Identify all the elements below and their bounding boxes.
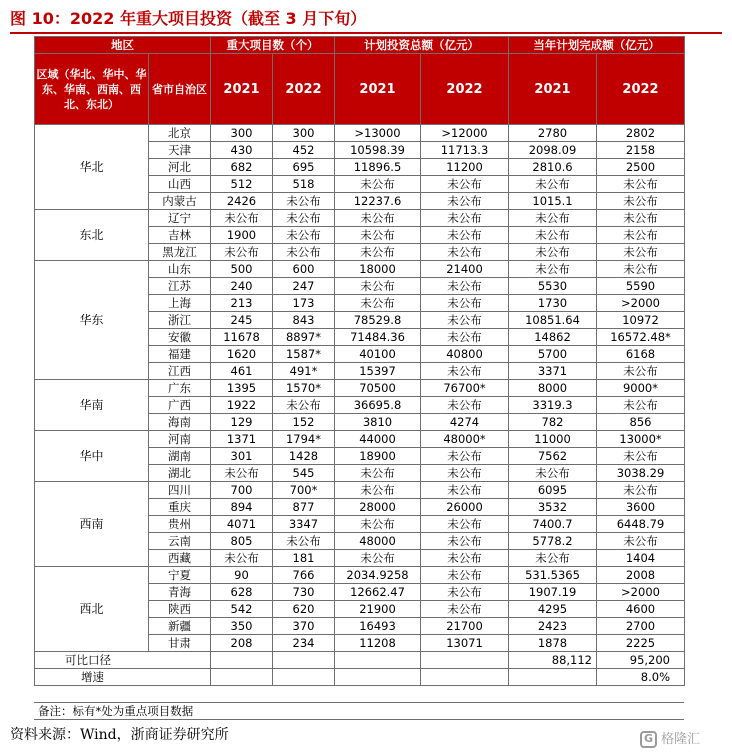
province-cell: 陕西 (149, 601, 211, 618)
projects-2021-cell: 1620 (211, 346, 273, 363)
plan-2022-cell: 未公布 (597, 227, 685, 244)
comparable-row (35, 652, 685, 669)
table-footnote: 备注：标有*处为重点项目数据 (34, 702, 684, 720)
province-cell: 北京 (149, 125, 211, 142)
projects-2022-cell: 181 (273, 550, 335, 567)
investment-2021-cell: 36695.8 (335, 397, 421, 414)
projects-2021-cell: 1371 (211, 431, 273, 448)
province-cell: 福建 (149, 346, 211, 363)
watermark-logo-icon: G (640, 731, 657, 748)
table-row (35, 482, 685, 499)
plan-2021-cell: 未公布 (509, 244, 597, 261)
plan-2022-cell: >2000 (597, 295, 685, 312)
projects-2022-cell: 370 (273, 618, 335, 635)
plan-2022-cell: 未公布 (597, 210, 685, 227)
projects-2022-cell: 452 (273, 142, 335, 159)
investment-2021-cell: 48000 (335, 533, 421, 550)
plan-2022-cell: 未公布 (597, 397, 685, 414)
plan-2022-cell: 未公布 (597, 448, 685, 465)
investment-2021-cell: 未公布 (335, 465, 421, 482)
plan-2022-cell: 2700 (597, 618, 685, 635)
projects-2022-cell: 247 (273, 278, 335, 295)
projects-2022-cell: 未公布 (273, 193, 335, 210)
source-line: 资料来源：Wind，浙商证券研究所 (10, 727, 229, 743)
empty-cell (509, 669, 597, 686)
investment-2022-cell: 未公布 (421, 397, 509, 414)
projects-2021-cell: 未公布 (211, 244, 273, 261)
investment-2022-cell: 未公布 (421, 210, 509, 227)
projects-2022-cell: 1570* (273, 380, 335, 397)
plan-2021-cell: 2810.6 (509, 159, 597, 176)
table-row (35, 125, 685, 142)
investment-2022-cell: 未公布 (421, 550, 509, 567)
investment-2021-cell: 未公布 (335, 227, 421, 244)
projects-2021-cell: 11678 (211, 329, 273, 346)
projects-2021-cell: 245 (211, 312, 273, 329)
region-cell: 西南 (35, 482, 149, 567)
plan-2021-cell: 1015.1 (509, 193, 597, 210)
plan-2022-cell: 2500 (597, 159, 685, 176)
plan-2021-cell: 未公布 (509, 176, 597, 193)
projects-2021-cell: 2426 (211, 193, 273, 210)
province-cell: 四川 (149, 482, 211, 499)
plan-2021-cell: 3371 (509, 363, 597, 380)
investment-2022-cell: >12000 (421, 125, 509, 142)
province-cell: 广东 (149, 380, 211, 397)
investment-2021-cell: 未公布 (335, 516, 421, 533)
plan-2022-cell: >2000 (597, 584, 685, 601)
projects-2022-cell: 173 (273, 295, 335, 312)
plan-2022-cell: 9000* (597, 380, 685, 397)
investment-2021-cell: 11896.5 (335, 159, 421, 176)
table-row (35, 261, 685, 278)
province-cell: 湖北 (149, 465, 211, 482)
investment-2021-cell: 15397 (335, 363, 421, 380)
empty-cell (211, 669, 273, 686)
plan-2021-cell: 2098.09 (509, 142, 597, 159)
projects-2022-cell: 未公布 (273, 244, 335, 261)
province-cell: 浙江 (149, 312, 211, 329)
plan-2021-cell: 14862 (509, 329, 597, 346)
plan-2022-cell: 未公布 (597, 363, 685, 380)
plan-2022-cell: 10972 (597, 312, 685, 329)
investment-2022-cell: 未公布 (421, 482, 509, 499)
empty-cell (421, 652, 509, 669)
investment-2021-cell: 16493 (335, 618, 421, 635)
investment-2022-cell: 11713.3 (421, 142, 509, 159)
projects-2022-cell: 491* (273, 363, 335, 380)
table-row (35, 567, 685, 584)
year-header: 2021 (211, 54, 273, 125)
investment-2022-cell: 未公布 (421, 448, 509, 465)
plan-2022-cell: 2802 (597, 125, 685, 142)
title-rule (10, 32, 722, 34)
projects-2022-cell: 843 (273, 312, 335, 329)
investment-2022-cell: 未公布 (421, 227, 509, 244)
investment-2022-cell: 11200 (421, 159, 509, 176)
plan-2022-cell: 6448.79 (597, 516, 685, 533)
plan-2021-cell: 5530 (509, 278, 597, 295)
plan-2021-cell: 1878 (509, 635, 597, 652)
investment-2022-cell: 未公布 (421, 176, 509, 193)
province-cell: 贵州 (149, 516, 211, 533)
group-header-annual-plan: 当年计划完成额（亿元） (509, 37, 685, 54)
province-cell: 宁夏 (149, 567, 211, 584)
plan-2022-cell: 16572.48* (597, 329, 685, 346)
region-group-header: 地区 (35, 37, 211, 54)
plan-2021-cell: 未公布 (509, 465, 597, 482)
province-cell: 河北 (149, 159, 211, 176)
empty-cell (273, 669, 335, 686)
plan-2021-cell: 1730 (509, 295, 597, 312)
growth-label: 增速 (35, 669, 211, 686)
province-cell: 天津 (149, 142, 211, 159)
projects-2022-cell: 700* (273, 482, 335, 499)
figure-title: 图 10：2022 年重大项目投资（截至 3 月下旬） (10, 9, 367, 28)
plan-2021-cell: 1907.19 (509, 584, 597, 601)
projects-2022-cell: 695 (273, 159, 335, 176)
province-cell: 湖南 (149, 448, 211, 465)
projects-2021-cell: 240 (211, 278, 273, 295)
projects-2021-cell: 1900 (211, 227, 273, 244)
plan-2021-cell: 2780 (509, 125, 597, 142)
investment-table (34, 36, 685, 686)
projects-2021-cell: 700 (211, 482, 273, 499)
group-header-total-investment: 计划投资总额（亿元） (335, 37, 509, 54)
projects-2022-cell: 1794* (273, 431, 335, 448)
province-cell: 内蒙古 (149, 193, 211, 210)
investment-2021-cell: 18900 (335, 448, 421, 465)
region-cell: 东北 (35, 210, 149, 261)
investment-2022-cell: 21700 (421, 618, 509, 635)
comparable-2022-cell: 95,200 (597, 652, 685, 669)
province-cell: 新疆 (149, 618, 211, 635)
province-cell: 山西 (149, 176, 211, 193)
province-cell: 广西 (149, 397, 211, 414)
growth-value-cell: 8.0% (597, 669, 685, 686)
projects-2022-cell: 620 (273, 601, 335, 618)
table-row (35, 380, 685, 397)
province-cell: 甘肃 (149, 635, 211, 652)
projects-2022-cell: 234 (273, 635, 335, 652)
empty-cell (211, 652, 273, 669)
investment-2022-cell: 未公布 (421, 193, 509, 210)
investment-2021-cell: 12662.47 (335, 584, 421, 601)
year-header: 2022 (421, 54, 509, 125)
plan-2021-cell: 未公布 (509, 261, 597, 278)
projects-2021-cell: 512 (211, 176, 273, 193)
investment-2021-cell: 71484.36 (335, 329, 421, 346)
projects-2021-cell: 300 (211, 125, 273, 142)
investment-2022-cell: 未公布 (421, 533, 509, 550)
projects-2021-cell: 628 (211, 584, 273, 601)
projects-2022-cell: 877 (273, 499, 335, 516)
plan-2022-cell: 未公布 (597, 176, 685, 193)
province-cell: 江苏 (149, 278, 211, 295)
projects-2021-cell: 301 (211, 448, 273, 465)
plan-2021-cell: 3319.3 (509, 397, 597, 414)
investment-2022-cell: 4274 (421, 414, 509, 431)
year-header: 2021 (509, 54, 597, 125)
investment-2022-cell: 13071 (421, 635, 509, 652)
province-cell: 吉林 (149, 227, 211, 244)
plan-2021-cell: 7562 (509, 448, 597, 465)
plan-2022-cell: 6168 (597, 346, 685, 363)
investment-2022-cell: 未公布 (421, 329, 509, 346)
empty-cell (335, 669, 421, 686)
investment-2021-cell: 未公布 (335, 278, 421, 295)
province-cell: 云南 (149, 533, 211, 550)
plan-2022-cell: 1404 (597, 550, 685, 567)
region-cell: 华中 (35, 431, 149, 482)
investment-2021-cell: >13000 (335, 125, 421, 142)
plan-2021-cell: 4295 (509, 601, 597, 618)
investment-2021-cell: 未公布 (335, 550, 421, 567)
plan-2021-cell: 8000 (509, 380, 597, 397)
plan-2022-cell: 3038.29 (597, 465, 685, 482)
projects-2021-cell: 1922 (211, 397, 273, 414)
projects-2022-cell: 600 (273, 261, 335, 278)
plan-2021-cell: 5700 (509, 346, 597, 363)
projects-2022-cell: 未公布 (273, 210, 335, 227)
projects-2022-cell: 730 (273, 584, 335, 601)
province-cell: 河南 (149, 431, 211, 448)
investment-2021-cell: 10598.39 (335, 142, 421, 159)
investment-2021-cell: 44000 (335, 431, 421, 448)
province-column-header: 省市自治区 (149, 54, 211, 125)
investment-2022-cell: 76700* (421, 380, 509, 397)
investment-2021-cell: 78529.8 (335, 312, 421, 329)
investment-2022-cell: 未公布 (421, 295, 509, 312)
plan-2021-cell: 531.5365 (509, 567, 597, 584)
investment-2022-cell: 48000* (421, 431, 509, 448)
projects-2021-cell: 430 (211, 142, 273, 159)
growth-row (35, 669, 685, 686)
table-row (35, 431, 685, 448)
investment-2021-cell: 21900 (335, 601, 421, 618)
projects-2021-cell: 542 (211, 601, 273, 618)
plan-2021-cell: 3532 (509, 499, 597, 516)
investment-2022-cell: 未公布 (421, 363, 509, 380)
projects-2022-cell: 1587* (273, 346, 335, 363)
projects-2021-cell: 350 (211, 618, 273, 635)
projects-2022-cell: 518 (273, 176, 335, 193)
plan-2022-cell: 未公布 (597, 482, 685, 499)
investment-2021-cell: 18000 (335, 261, 421, 278)
table-header (35, 37, 685, 125)
investment-2022-cell: 未公布 (421, 516, 509, 533)
projects-2021-cell: 500 (211, 261, 273, 278)
plan-2022-cell: 5590 (597, 278, 685, 295)
projects-2022-cell: 766 (273, 567, 335, 584)
empty-cell (421, 669, 509, 686)
plan-2021-cell: 11000 (509, 431, 597, 448)
projects-2022-cell: 未公布 (273, 397, 335, 414)
projects-2021-cell: 208 (211, 635, 273, 652)
investment-2021-cell: 未公布 (335, 210, 421, 227)
plan-2022-cell: 2158 (597, 142, 685, 159)
plan-2021-cell: 2423 (509, 618, 597, 635)
plan-2021-cell: 10851.64 (509, 312, 597, 329)
plan-2021-cell: 未公布 (509, 227, 597, 244)
investment-2021-cell: 未公布 (335, 482, 421, 499)
projects-2022-cell: 300 (273, 125, 335, 142)
province-cell: 上海 (149, 295, 211, 312)
plan-2022-cell: 3600 (597, 499, 685, 516)
projects-2021-cell: 894 (211, 499, 273, 516)
plan-2022-cell: 未公布 (597, 533, 685, 550)
comparable-2021-cell: 88,112 (509, 652, 597, 669)
projects-2021-cell: 未公布 (211, 465, 273, 482)
plan-2021-cell: 未公布 (509, 210, 597, 227)
projects-2021-cell: 213 (211, 295, 273, 312)
plan-2021-cell: 6095 (509, 482, 597, 499)
plan-2022-cell: 856 (597, 414, 685, 431)
projects-2022-cell: 未公布 (273, 533, 335, 550)
investment-2021-cell: 未公布 (335, 244, 421, 261)
investment-2021-cell: 2034.9258 (335, 567, 421, 584)
province-cell: 江西 (149, 363, 211, 380)
plan-2022-cell: 2008 (597, 567, 685, 584)
projects-2021-cell: 未公布 (211, 550, 273, 567)
investment-2021-cell: 12237.6 (335, 193, 421, 210)
province-cell: 重庆 (149, 499, 211, 516)
projects-2021-cell: 461 (211, 363, 273, 380)
projects-2022-cell: 1428 (273, 448, 335, 465)
empty-cell (273, 652, 335, 669)
investment-2021-cell: 未公布 (335, 295, 421, 312)
plan-2021-cell: 7400.7 (509, 516, 597, 533)
empty-cell (335, 652, 421, 669)
year-header: 2021 (335, 54, 421, 125)
projects-2022-cell: 152 (273, 414, 335, 431)
province-cell: 辽宁 (149, 210, 211, 227)
investment-2022-cell: 21400 (421, 261, 509, 278)
investment-2021-cell: 未公布 (335, 176, 421, 193)
province-cell: 黑龙江 (149, 244, 211, 261)
projects-2021-cell: 1395 (211, 380, 273, 397)
province-cell: 西藏 (149, 550, 211, 567)
province-cell: 山东 (149, 261, 211, 278)
province-cell: 安徽 (149, 329, 211, 346)
investment-2022-cell: 未公布 (421, 312, 509, 329)
projects-2021-cell: 129 (211, 414, 273, 431)
projects-2022-cell: 8897* (273, 329, 335, 346)
group-header-projects: 重大项目数（个） (211, 37, 335, 54)
investment-2021-cell: 28000 (335, 499, 421, 516)
investment-2022-cell: 26000 (421, 499, 509, 516)
projects-2021-cell: 90 (211, 567, 273, 584)
investment-2022-cell: 未公布 (421, 465, 509, 482)
investment-2021-cell: 40100 (335, 346, 421, 363)
watermark (640, 728, 730, 748)
plan-2021-cell: 5778.2 (509, 533, 597, 550)
plan-2022-cell: 未公布 (597, 193, 685, 210)
plan-2022-cell: 4600 (597, 601, 685, 618)
watermark-text: 格隆汇 (661, 732, 701, 747)
investment-2022-cell: 未公布 (421, 601, 509, 618)
region-cell: 华南 (35, 380, 149, 431)
investment-2022-cell: 未公布 (421, 567, 509, 584)
plan-2022-cell: 2225 (597, 635, 685, 652)
projects-2022-cell: 545 (273, 465, 335, 482)
investment-2022-cell: 未公布 (421, 244, 509, 261)
plan-2021-cell: 未公布 (509, 550, 597, 567)
table-row (35, 210, 685, 227)
investment-2021-cell: 70500 (335, 380, 421, 397)
projects-2021-cell: 4071 (211, 516, 273, 533)
projects-2021-cell: 未公布 (211, 210, 273, 227)
region-column-header: 区域（华北、华中、华东、华南、西南、西北、东北） (35, 54, 149, 125)
table-body (35, 125, 685, 686)
plan-2021-cell: 782 (509, 414, 597, 431)
projects-2022-cell: 3347 (273, 516, 335, 533)
year-header: 2022 (273, 54, 335, 125)
projects-2022-cell: 未公布 (273, 227, 335, 244)
projects-2021-cell: 805 (211, 533, 273, 550)
province-cell: 青海 (149, 584, 211, 601)
plan-2022-cell: 未公布 (597, 261, 685, 278)
year-header: 2022 (597, 54, 685, 125)
projects-2021-cell: 682 (211, 159, 273, 176)
investment-2022-cell: 40800 (421, 346, 509, 363)
plan-2022-cell: 13000* (597, 431, 685, 448)
investment-2021-cell: 3810 (335, 414, 421, 431)
comparable-label: 可比口径 (35, 652, 211, 669)
investment-2022-cell: 未公布 (421, 278, 509, 295)
investment-2021-cell: 11208 (335, 635, 421, 652)
region-cell: 华东 (35, 261, 149, 380)
investment-2022-cell: 未公布 (421, 584, 509, 601)
region-cell: 西北 (35, 567, 149, 652)
plan-2022-cell: 未公布 (597, 244, 685, 261)
province-cell: 海南 (149, 414, 211, 431)
region-cell: 华北 (35, 125, 149, 210)
